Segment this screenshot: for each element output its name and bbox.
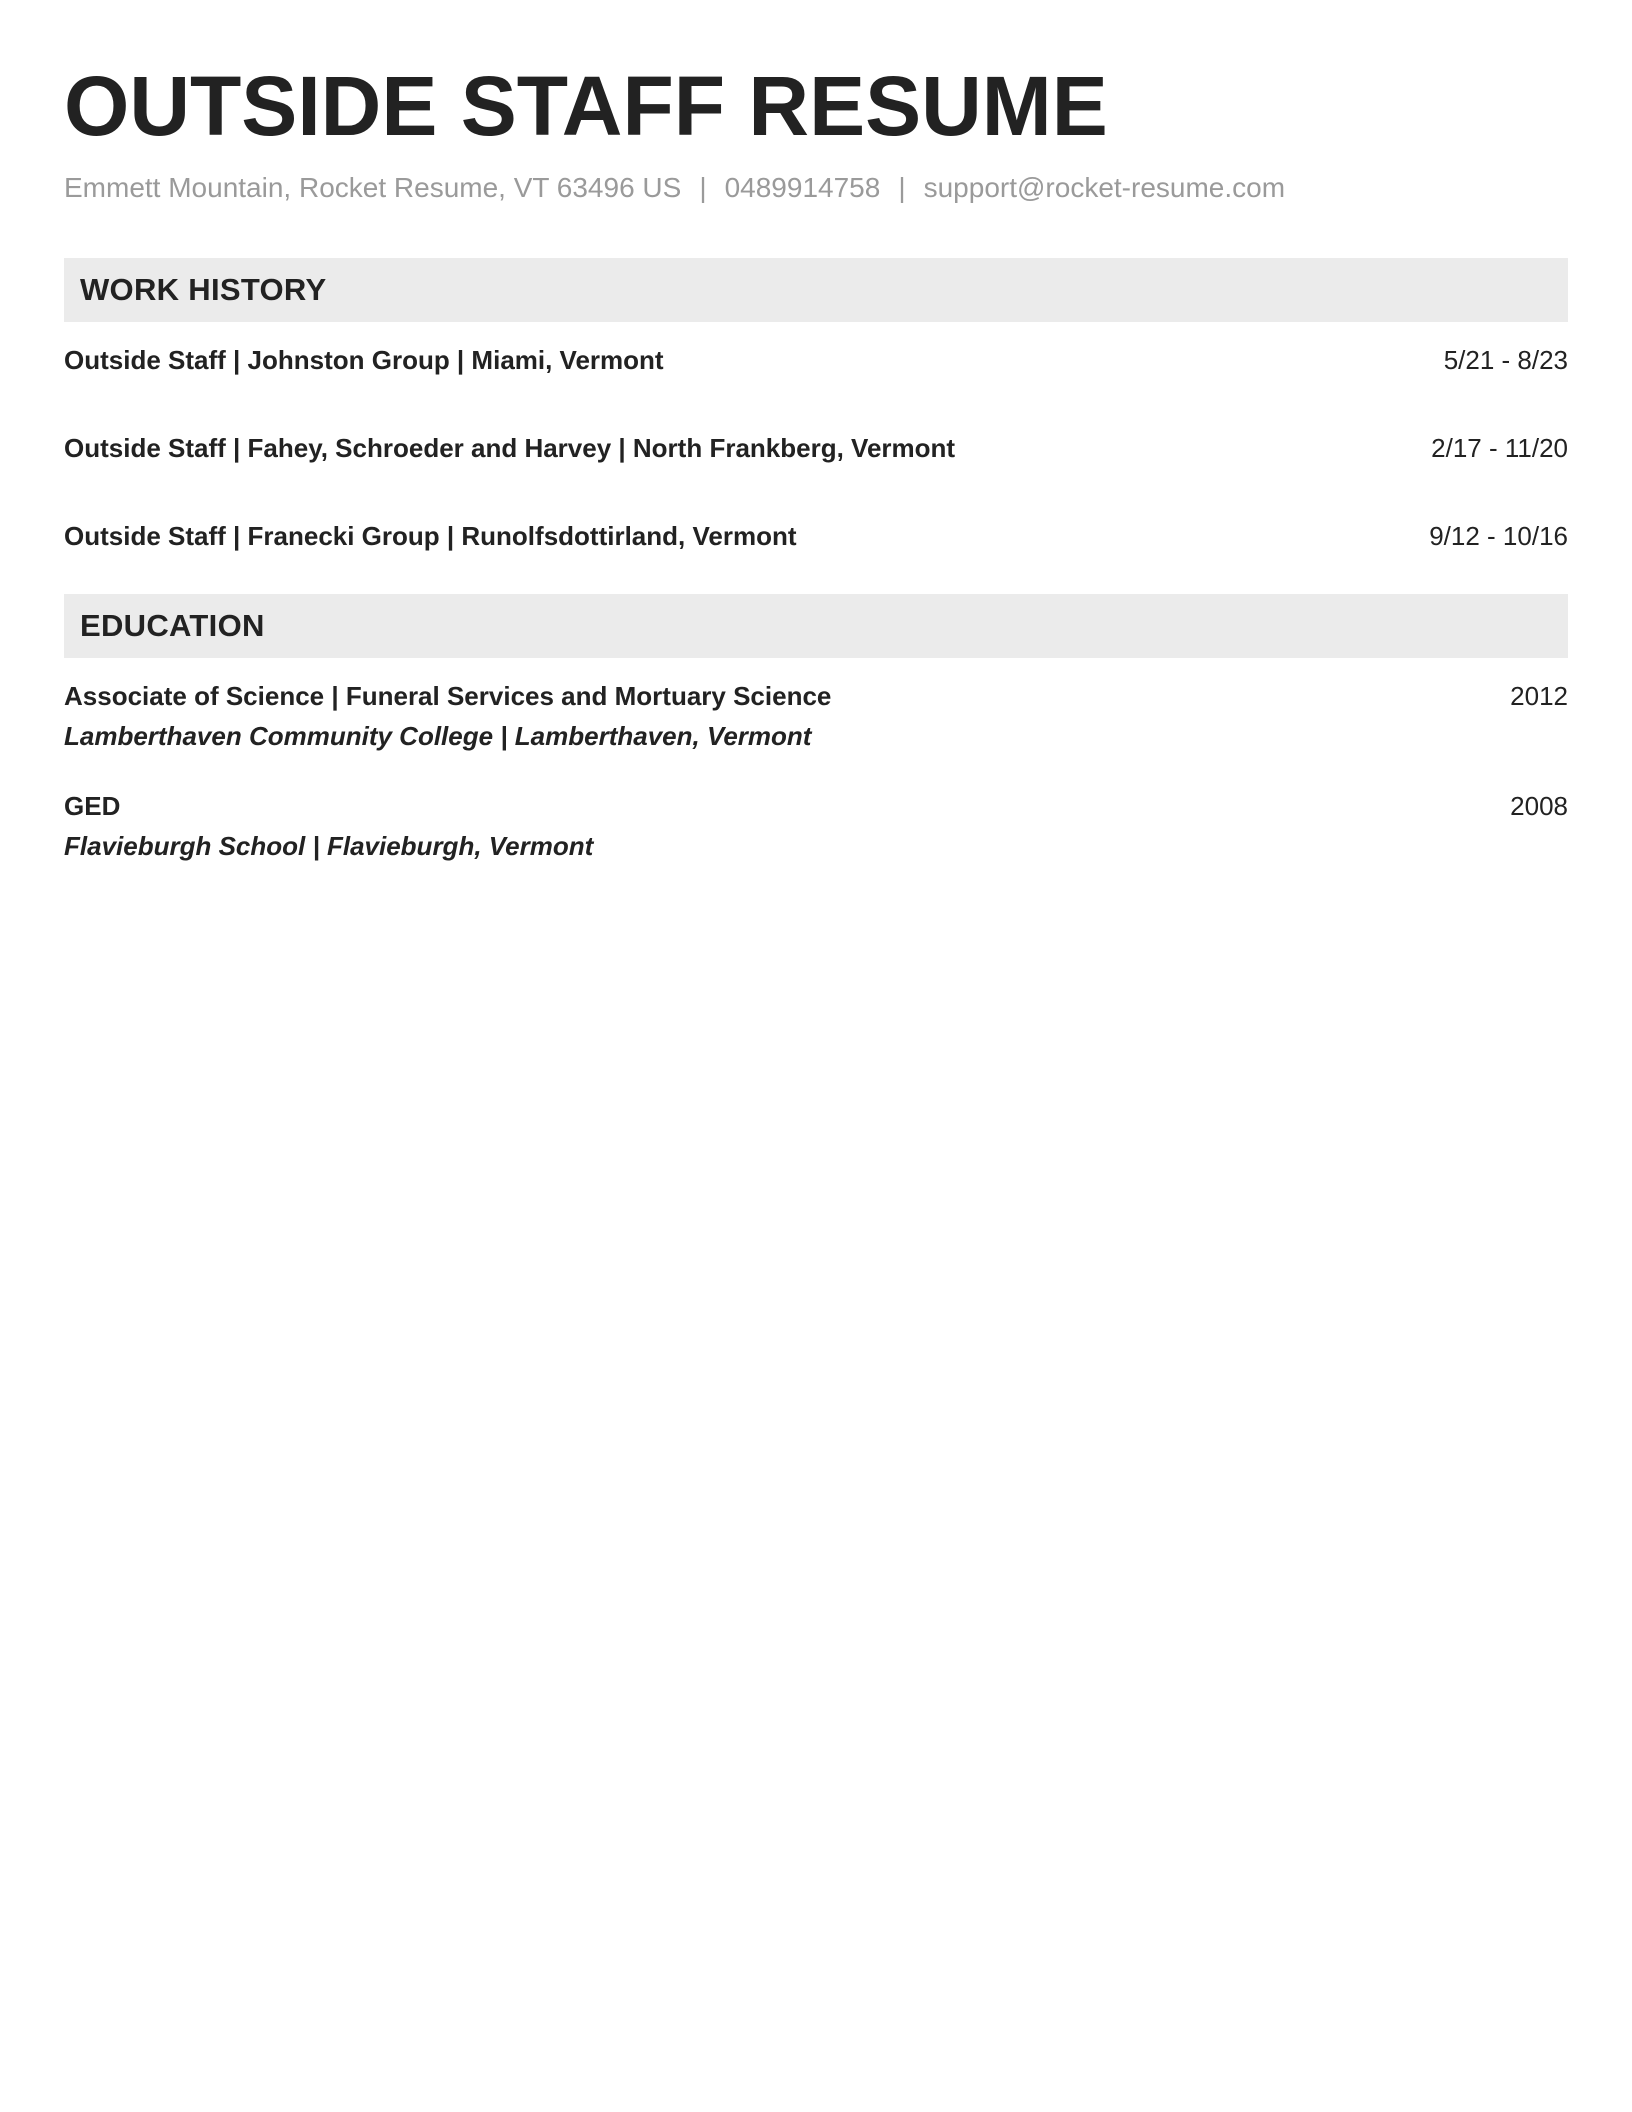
education-header [64,594,1568,658]
education-degree: GED [64,791,121,821]
contact-email: support@rocket-resume.com [923,172,1286,203]
job-dates: 2/17 - 11/20 [1431,433,1568,463]
contact-line [64,170,1568,206]
work-history-heading: WORK HISTORY [80,272,327,307]
contact-separator: | [898,172,906,203]
job-dates: 9/12 - 10/16 [1429,521,1568,551]
job-entry [64,518,1568,554]
job-entry [64,430,1568,466]
education-degree: Associate of Science | Funeral Services and Mortuary Science [64,681,832,711]
education-school: Flavieburgh School | Flavieburgh, Vermont [64,831,594,861]
education-degree-row [64,788,1568,824]
contact-separator: | [699,172,707,203]
education-degree-row [64,678,1568,714]
contact-phone: 0489914758 [724,172,881,203]
education-entry [64,788,1568,864]
education-year: 2008 [1510,791,1568,821]
job-list [64,342,1568,554]
education-year: 2012 [1510,681,1568,711]
education-heading: EDUCATION [80,608,265,643]
job-dates: 5/21 - 8/23 [1443,345,1568,375]
job-title: Outside Staff | Franecki Group | Runolfsdottirland, Vermont [64,521,797,551]
education-list [64,678,1568,864]
job-entry [64,342,1568,378]
job-title: Outside Staff | Fahey, Schroeder and Harvey | North Frankberg, Vermont [64,433,956,463]
resume-title: OUTSIDE STAFF RESUME [64,59,1108,153]
education-entry [64,678,1568,754]
education-school: Lamberthaven Community College | Lamberthaven, Vermont [64,721,812,751]
job-title: Outside Staff | Johnston Group | Miami, Vermont [64,345,664,375]
work-history-header [64,258,1568,322]
contact-address: Emmett Mountain, Rocket Resume, VT 63496 US [64,172,682,203]
